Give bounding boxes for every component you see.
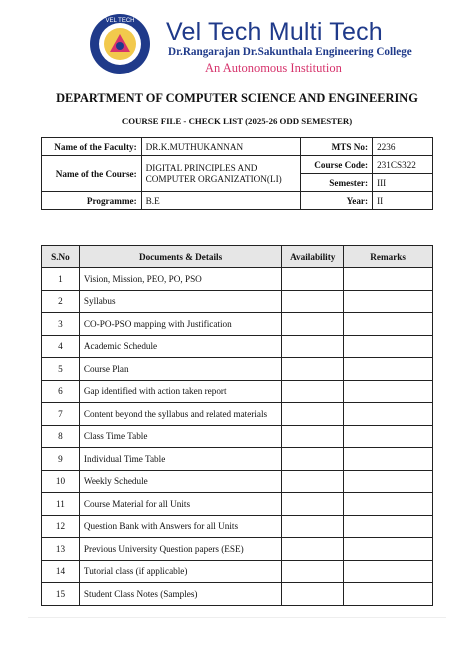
table-row <box>42 403 433 426</box>
row-sno: 15 <box>42 583 80 606</box>
faculty-value: DR.K.MUTHUKANNAN <box>141 138 301 156</box>
row-sno: 13 <box>42 538 80 561</box>
row-remarks[interactable] <box>344 358 433 381</box>
row-sno: 2 <box>42 290 80 313</box>
row-availability[interactable] <box>282 290 344 313</box>
row-availability[interactable] <box>282 470 344 493</box>
row-availability[interactable] <box>282 583 344 606</box>
table-row <box>42 538 433 561</box>
row-availability[interactable] <box>282 425 344 448</box>
row-sno: 1 <box>42 268 80 291</box>
header-sno: S.No <box>42 246 80 268</box>
header-documents: Documents & Details <box>79 246 281 268</box>
row-sno: 8 <box>42 425 80 448</box>
row-detail: Weekly Schedule <box>79 470 281 493</box>
row-detail: Gap identified with action taken report <box>79 380 281 403</box>
row-remarks[interactable] <box>344 493 433 516</box>
documents-checklist-table <box>41 245 433 606</box>
row-sno: 4 <box>42 335 80 358</box>
faculty-label: Name of the Faculty: <box>42 138 142 156</box>
row-availability[interactable] <box>282 335 344 358</box>
header-availability: Availability <box>282 246 344 268</box>
row-detail: Syllabus <box>79 290 281 313</box>
row-detail: Content beyond the syllabus and related materials <box>79 403 281 426</box>
page-footer-line <box>28 617 446 618</box>
row-remarks[interactable] <box>344 515 433 538</box>
table-row <box>42 268 433 291</box>
header-remarks: Remarks <box>344 246 433 268</box>
table-row <box>42 380 433 403</box>
course-value: DIGITAL PRINCIPLES AND COMPUTER ORGANIZATION(LI) <box>141 156 301 192</box>
institution-subtitle: Dr.Rangarajan Dr.Sakunthala Engineering College <box>168 46 412 58</box>
row-availability[interactable] <box>282 358 344 381</box>
table-row <box>42 313 433 336</box>
row-availability[interactable] <box>282 538 344 561</box>
institution-tagline: An Autonomous Institution <box>205 61 342 75</box>
table-row <box>42 560 433 583</box>
row-detail: Academic Schedule <box>79 335 281 358</box>
table-row <box>42 448 433 471</box>
table-row <box>42 290 433 313</box>
department-title: DEPARTMENT OF COMPUTER SCIENCE AND ENGINEERING <box>56 91 418 105</box>
logo-text: VEL TECH <box>105 18 135 24</box>
table-row <box>42 470 433 493</box>
programme-label: Programme: <box>42 192 142 210</box>
table-row <box>42 335 433 358</box>
row-remarks[interactable] <box>344 538 433 561</box>
row-availability[interactable] <box>282 493 344 516</box>
row-remarks[interactable] <box>344 425 433 448</box>
row-remarks[interactable] <box>344 313 433 336</box>
institution-logo-icon <box>88 12 152 76</box>
row-sno: 6 <box>42 380 80 403</box>
row-availability[interactable] <box>282 515 344 538</box>
table-row <box>42 425 433 448</box>
row-remarks[interactable] <box>344 380 433 403</box>
row-sno: 7 <box>42 403 80 426</box>
table-row <box>42 583 433 606</box>
table-row <box>42 358 433 381</box>
row-remarks[interactable] <box>344 403 433 426</box>
row-remarks[interactable] <box>344 335 433 358</box>
row-sno: 11 <box>42 493 80 516</box>
row-remarks[interactable] <box>344 290 433 313</box>
docs-header-row <box>42 246 433 268</box>
row-sno: 10 <box>42 470 80 493</box>
row-availability[interactable] <box>282 313 344 336</box>
info-row-course <box>42 156 433 174</box>
row-availability[interactable] <box>282 560 344 583</box>
row-detail: Course Plan <box>79 358 281 381</box>
row-detail: Student Class Notes (Samples) <box>79 583 281 606</box>
row-sno: 9 <box>42 448 80 471</box>
row-sno: 3 <box>42 313 80 336</box>
row-detail: Previous University Question papers (ESE) <box>79 538 281 561</box>
row-remarks[interactable] <box>344 583 433 606</box>
checklist-title: COURSE FILE - CHECK LIST (2025-26 ODD SEMESTER) <box>121 116 353 126</box>
row-detail: Question Bank with Answers for all Units <box>79 515 281 538</box>
row-detail: CO-PO-PSO mapping with Justification <box>79 313 281 336</box>
row-sno: 12 <box>42 515 80 538</box>
row-remarks[interactable] <box>344 470 433 493</box>
row-availability[interactable] <box>282 380 344 403</box>
row-detail: Class Time Table <box>79 425 281 448</box>
semester-value: III <box>373 174 433 192</box>
course-label: Name of the Course: <box>42 156 142 192</box>
row-availability[interactable] <box>282 403 344 426</box>
table-row <box>42 493 433 516</box>
row-availability[interactable] <box>282 448 344 471</box>
row-sno: 14 <box>42 560 80 583</box>
mts-label: MTS No: <box>301 138 373 156</box>
row-detail: Individual Time Table <box>79 448 281 471</box>
row-detail: Course Material for all Units <box>79 493 281 516</box>
course-info-table <box>41 137 433 210</box>
course-code-value: 231CS322 <box>373 156 433 174</box>
row-remarks[interactable] <box>344 448 433 471</box>
row-sno: 5 <box>42 358 80 381</box>
info-row-faculty <box>42 138 433 156</box>
year-label: Year: <box>301 192 373 210</box>
row-detail: Tutorial class (if applicable) <box>79 560 281 583</box>
row-availability[interactable] <box>282 268 344 291</box>
row-remarks[interactable] <box>344 268 433 291</box>
info-row-programme <box>42 192 433 210</box>
row-detail: Vision, Mission, PEO, PO, PSO <box>79 268 281 291</box>
mts-value: 2236 <box>373 138 433 156</box>
course-code-label: Course Code: <box>301 156 373 174</box>
semester-label: Semester: <box>301 174 373 192</box>
table-row <box>42 515 433 538</box>
year-value: II <box>373 192 433 210</box>
institution-name: Vel Tech Multi Tech <box>166 18 383 46</box>
row-remarks[interactable] <box>344 560 433 583</box>
programme-value: B.E <box>141 192 301 210</box>
